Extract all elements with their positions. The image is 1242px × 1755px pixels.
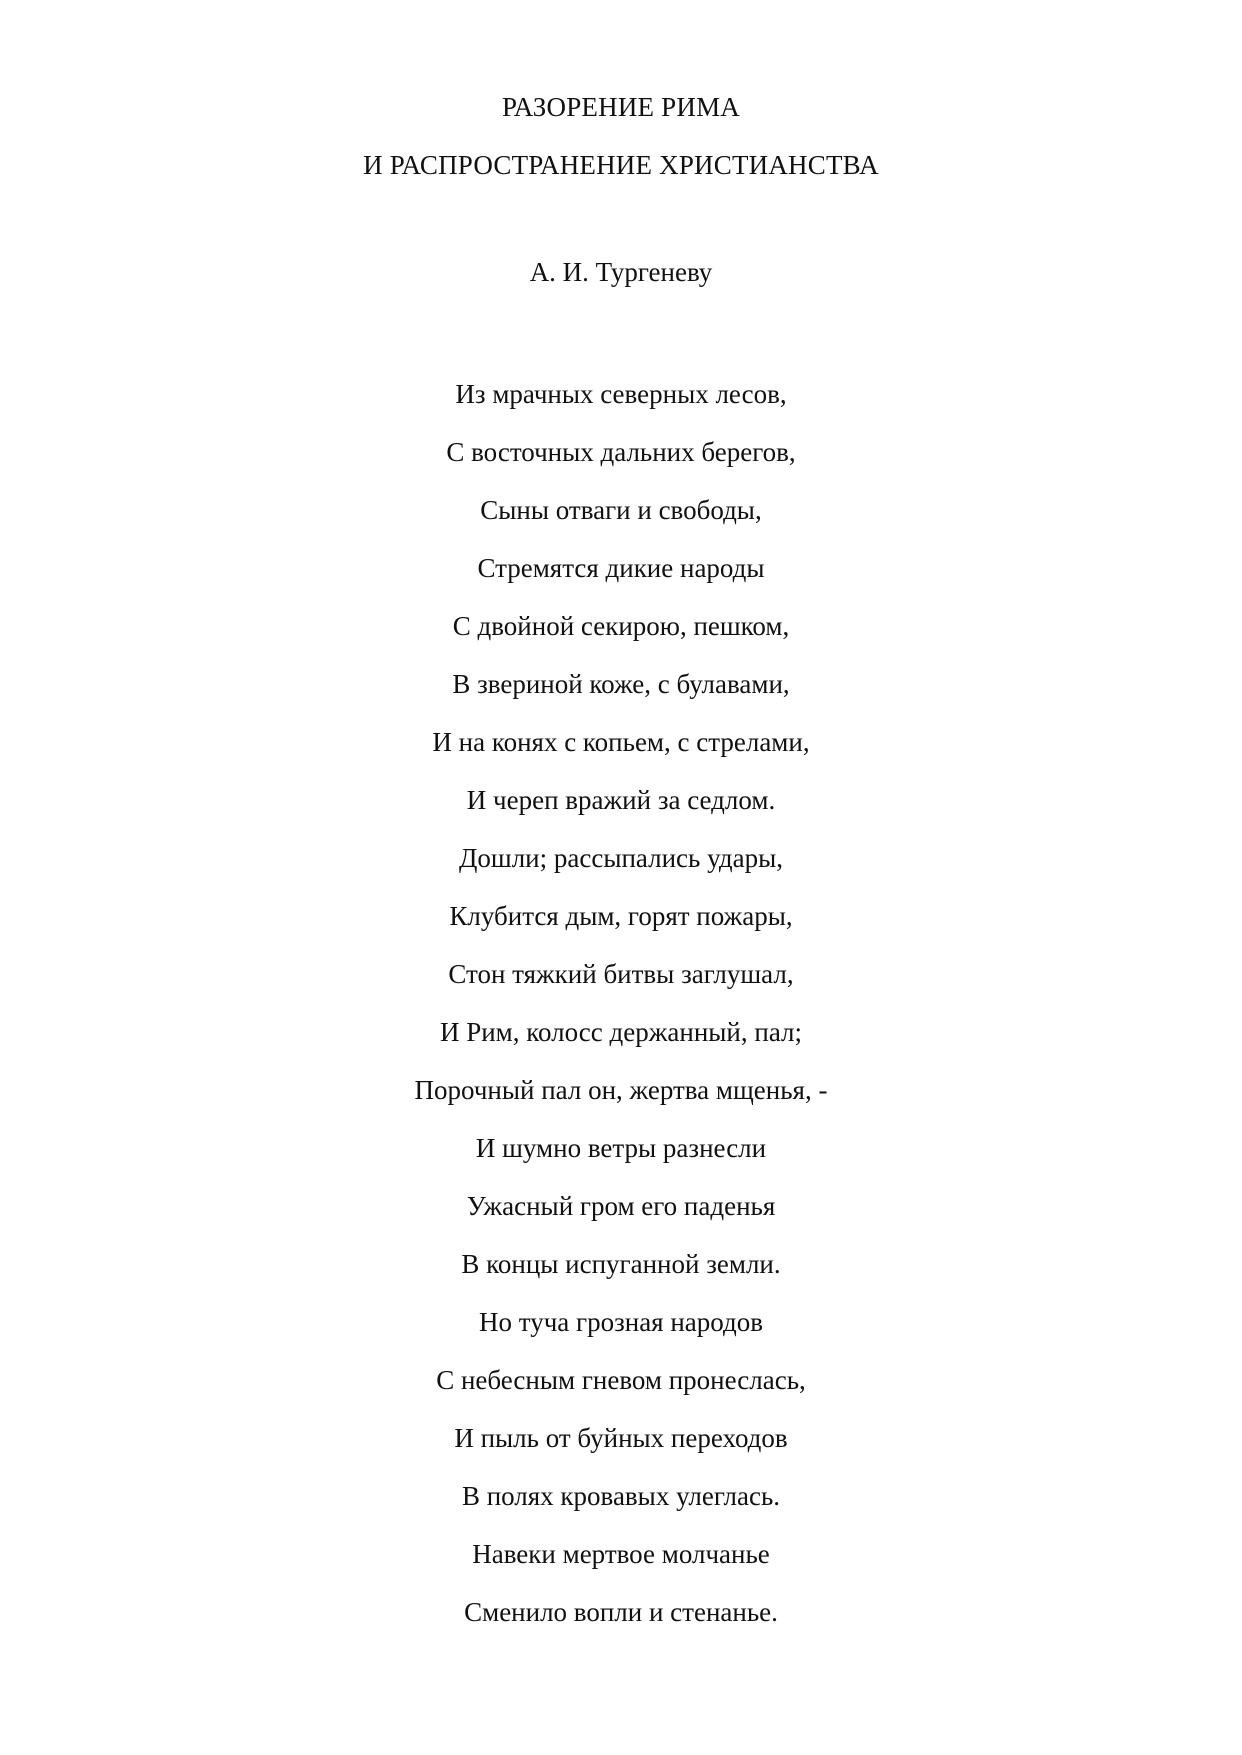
poem-title <box>0 78 1242 194</box>
poem-line: С двойной секирою, пешком, <box>452 611 790 641</box>
poem-line: Стон тяжкий битвы заглушал, <box>448 959 794 989</box>
poem-line: И на конях с копьем, с стрелами, <box>432 727 810 757</box>
dedication: А. И. Тургеневу <box>529 257 713 287</box>
poem-line: В полях кровавых улеглась. <box>461 1481 781 1511</box>
title-line-2: И РАСПРОСТРАНЕНИЕ ХРИСТИАНСТВА <box>363 150 879 180</box>
poem-line: В звериной коже, с булавами, <box>452 669 790 699</box>
poem-line: Сыны отваги и свободы, <box>480 495 762 525</box>
poem-line: Клубится дым, горят пожары, <box>449 901 793 931</box>
poem-line: И череп вражий за седлом. <box>466 785 776 815</box>
poem-line: Сменило вопли и стенанье. <box>464 1597 778 1627</box>
poem-line: С небесным гневом пронеслась, <box>436 1365 806 1395</box>
poem-line: Стремятся дикие народы <box>477 553 765 583</box>
poem-line: И пыль от буйных переходов <box>454 1423 788 1453</box>
poem-line: И шумно ветры разнесли <box>475 1133 767 1163</box>
title-line-1: РАЗОРЕНИЕ РИМА <box>502 92 740 122</box>
poem-line: Порочный пал он, жертва мщенья, - <box>414 1075 828 1105</box>
poem-line: С восточных дальних берегов, <box>446 437 796 467</box>
poem-line: Но туча грозная народов <box>479 1307 763 1337</box>
poem-body <box>0 365 1242 1641</box>
poem-line: И Рим, колосс держанный, пал; <box>439 1017 803 1047</box>
poem-line: Ужасный гром его паденья <box>466 1191 776 1221</box>
poem-line: Навеки мертвое молчанье <box>472 1539 770 1569</box>
poem-line: Из мрачных северных лесов, <box>455 379 787 409</box>
poem-line: Дошли; рассыпались удары, <box>458 843 784 873</box>
poem-line: В концы испуганной земли. <box>461 1249 781 1279</box>
